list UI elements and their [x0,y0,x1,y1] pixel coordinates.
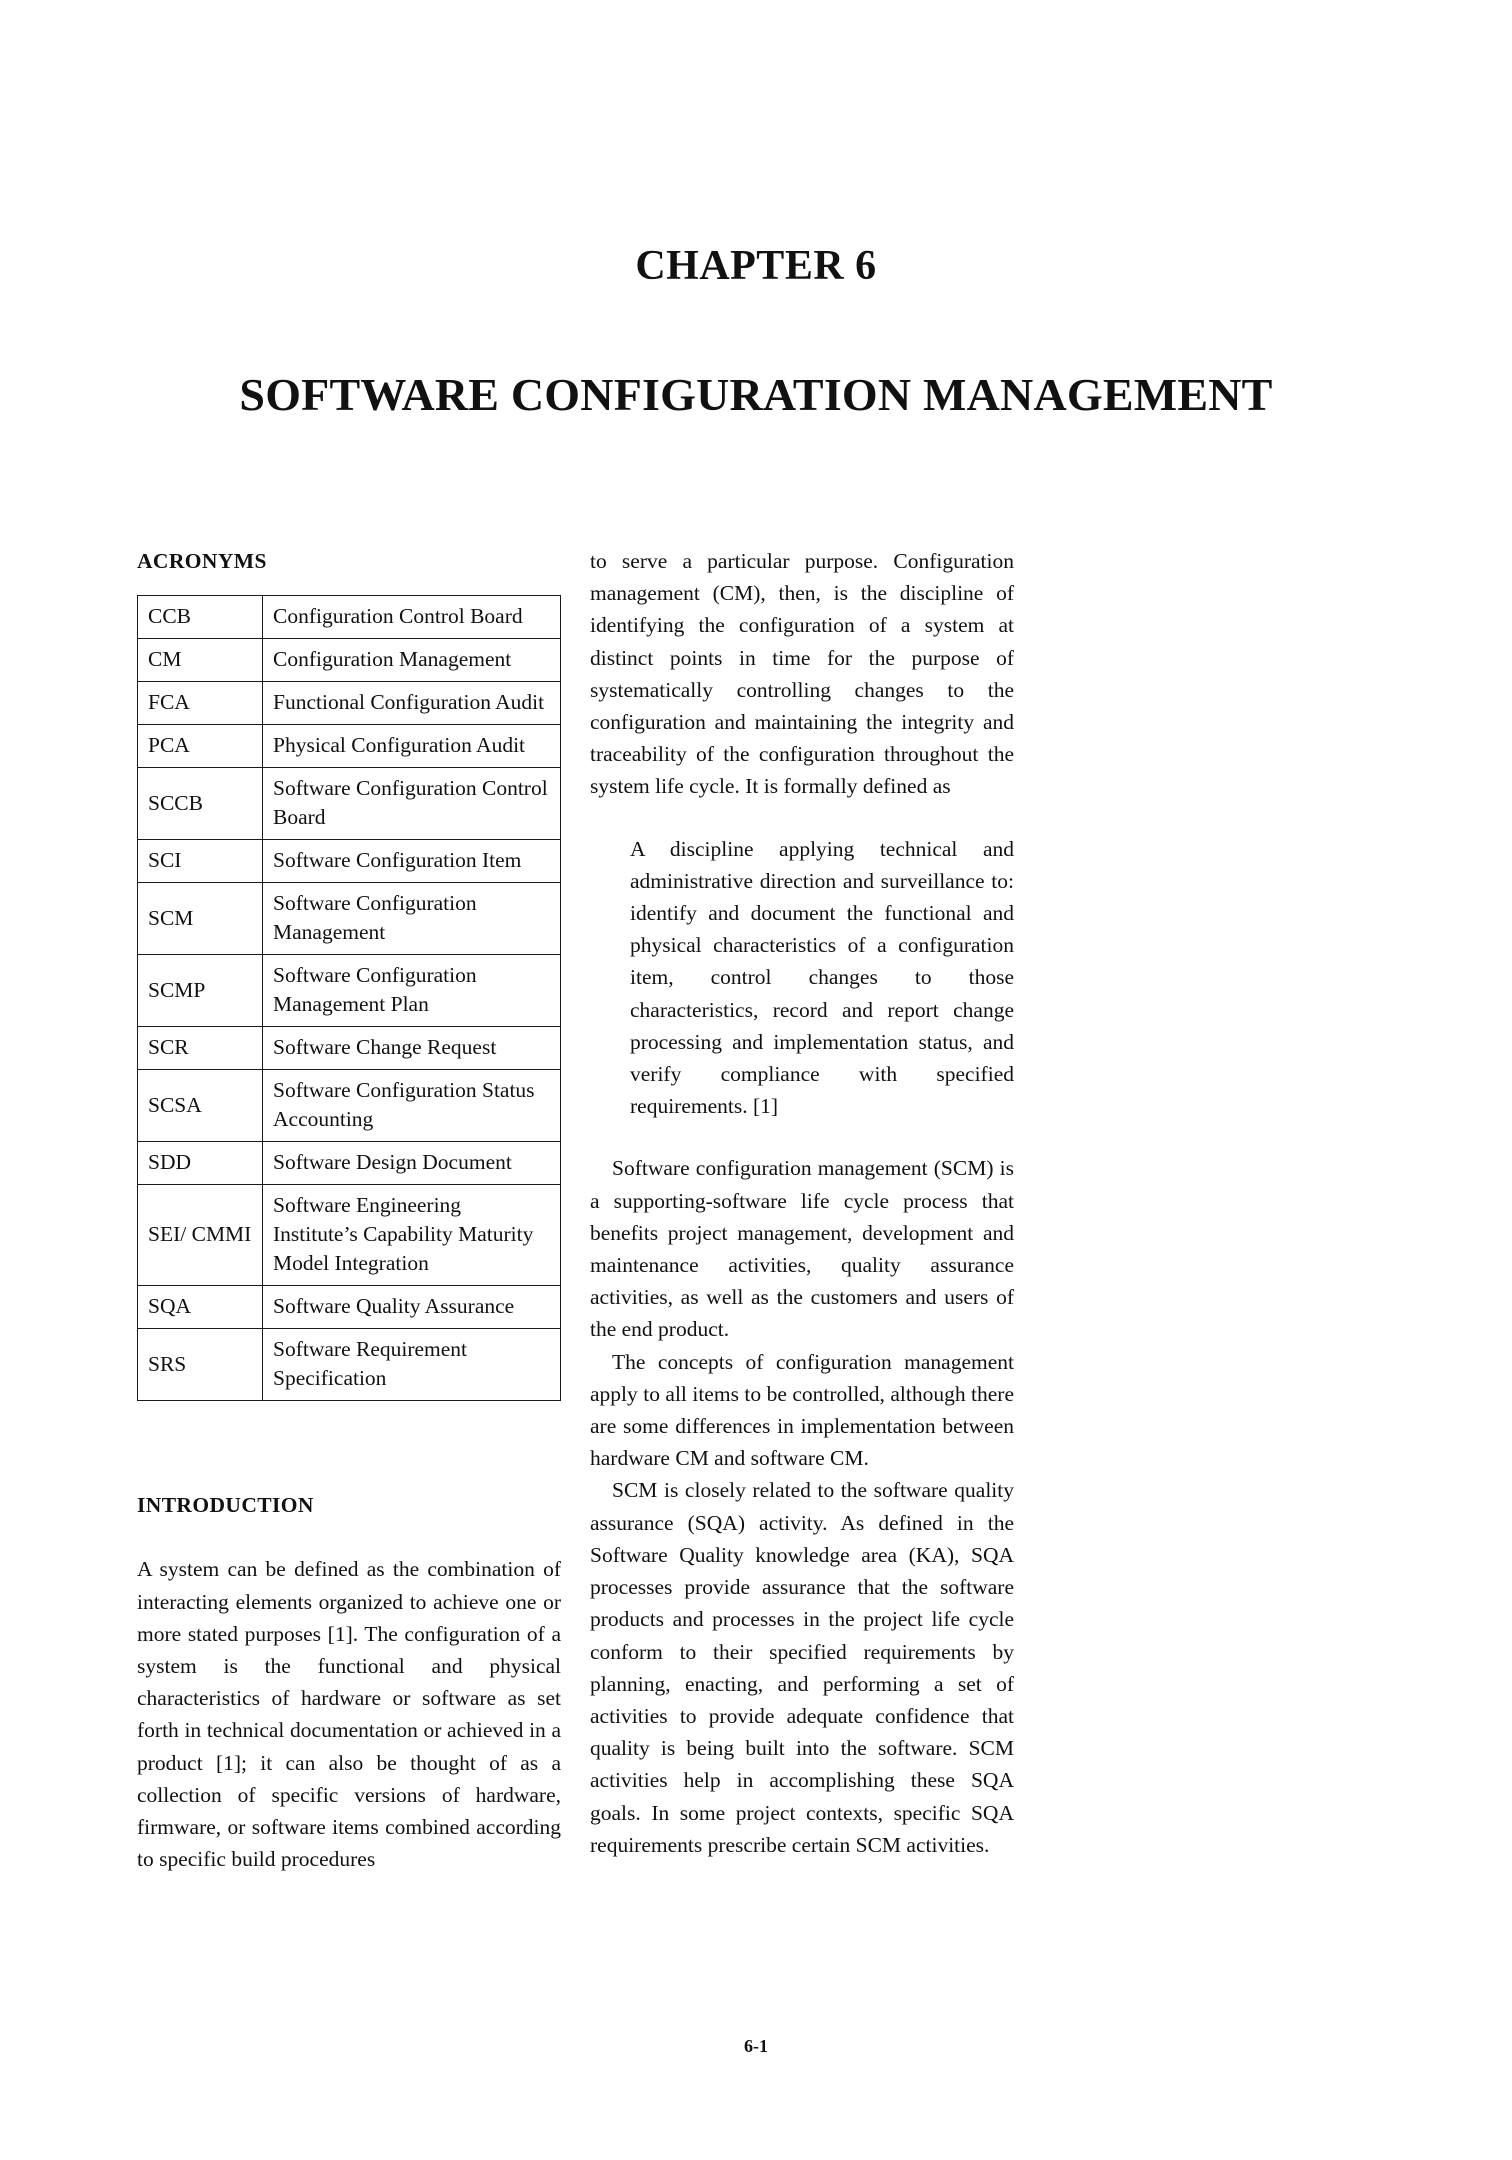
acronym-term: Software Configuration Management Plan [263,955,561,1027]
left-column [137,545,561,1875]
body-paragraph-sqa-relation: SCM is closely related to the software quality assurance (SQA) activity. As defined in the Software Quality knowledge area (KA), SQA processes provide assurance that the software products and processes in the project life cycle conform to their specified requirements by planning, enacting, and performing a set of activities to provide adequate confidence that quality is being built into the software. SCM activities help in accomplishing these SQA goals. In some project contexts, specific SQA requirements prescribe certain SCM activities. [590,1478,1014,1857]
acronym-abbr: SCR [138,1027,263,1070]
acronym-abbr: SCI [138,840,263,883]
acronym-term: Software Configuration Management [263,883,561,955]
acronym-abbr: SQA [138,1286,263,1329]
acronym-abbr: SRS [138,1329,263,1401]
acronym-term: Physical Configuration Audit [263,725,561,768]
acronym-term: Configuration Control Board [263,596,561,639]
acronym-term: Software Configuration Status Accounting [263,1070,561,1142]
acronym-term: Software Design Document [263,1142,561,1185]
table-row [138,725,561,768]
acronym-term: Software Requirement Specification [263,1329,561,1401]
blockquote-definition: A discipline applying technical and administrative direction and surveillance to: identify and document the functional and physical characteristics of a configuration item, control changes to those characteristics, record and report change processing and implementation status, and verify compliance with specified requirements. [1] [630,836,1014,1119]
acronym-abbr: SEI/ CMMI [138,1185,263,1286]
right-column [590,545,1014,1861]
acronym-term: Software Quality Assurance [263,1286,561,1329]
introduction-paragraph: A system can be defined as the combination of interacting elements organized to achieve one or more stated purposes [1]. The configuration of a system is the functional and physical characteristics of hardware or software as set forth in technical documentation or achieved in a product [1]; it can also be thought of as a collection of specific versions of hardware, firmware, or software items combined according to specific build procedures [137,1557,561,1872]
table-row [138,955,561,1027]
acronyms-heading: ACRONYMS [137,549,267,573]
table-row [138,1070,561,1142]
table-row [138,1142,561,1185]
table-row [138,1027,561,1070]
acronym-abbr: PCA [138,725,263,768]
acronym-term: Software Engineering Institute’s Capability Maturity Model Integration [263,1185,561,1286]
acronym-term: Configuration Management [263,639,561,682]
table-row [138,1185,561,1286]
table-row [138,682,561,725]
table-row [138,768,561,840]
section-spacer [137,1401,561,1489]
introduction-heading: INTRODUCTION [137,1493,314,1518]
acronym-abbr: CCB [138,596,263,639]
acronym-abbr: SCSA [138,1070,263,1142]
chapter-label: CHAPTER 6 [635,243,877,289]
acronyms-table [137,595,561,1401]
table-row [138,883,561,955]
table-row [138,1329,561,1401]
acronym-term: Software Change Request [263,1027,561,1070]
acronym-abbr: FCA [138,682,263,725]
table-row [138,596,561,639]
page-title: SOFTWARE CONFIGURATION MANAGEMENT [239,369,1273,420]
acronym-abbr: CM [138,639,263,682]
acronym-abbr: SCCB [138,768,263,840]
paragraph-spacer [137,1531,561,1553]
acronym-term: Software Configuration Control Board [263,768,561,840]
acronym-abbr: SDD [138,1142,263,1185]
acronym-term: Functional Configuration Audit [263,682,561,725]
table-row [138,639,561,682]
body-paragraph-scm-overview: Software configuration management (SCM) is a supporting-software life cycle process that benefits project management, development and maintenance activities, quality assurance activities, as well as the customers and users of the end product. [590,1156,1014,1342]
acronym-abbr: SCMP [138,955,263,1027]
acronyms-table-body [138,596,561,1401]
body-paragraph-cm-concepts: The concepts of configuration management apply to all items to be controlled, although there are some differences in implementation between hardware CM and software CM. [590,1349,1014,1471]
continuation-paragraph: to serve a particular purpose. Configuration management (CM), then, is the discipline of identifying the configuration of a system at distinct points in time for the purpose of systematically controlling changes to the configuration and maintaining the integrity and traceability of the configuration throughout the system life cycle. It is formally defined as [590,549,1014,799]
acronym-term: Software Configuration Item [263,840,561,883]
table-row [138,840,561,883]
page-number: 6-1 [744,2036,768,2056]
table-row [138,1286,561,1329]
acronym-abbr: SCM [138,883,263,955]
